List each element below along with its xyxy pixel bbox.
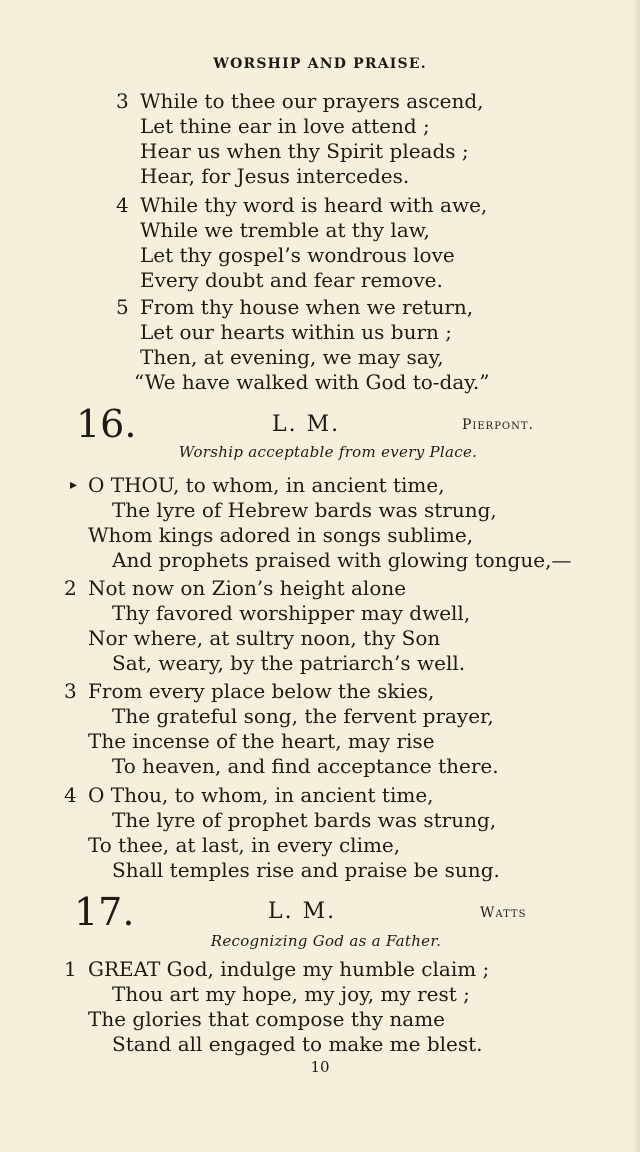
hymn-title: Recognizing God as a Father.	[210, 932, 442, 950]
verse-line: The lyre of prophet bards was strung,	[112, 808, 497, 832]
hymn-author: Watts	[480, 905, 527, 921]
verse-line: Whom kings adored in songs sublime,	[88, 523, 474, 547]
verse-line: And prophets praised with glowing tongue,—	[112, 548, 572, 572]
verse-line: From thy house when we return,	[140, 295, 474, 319]
verse-line: Stand all engaged to make me blest.	[112, 1032, 483, 1056]
verse-line: Then, at evening, we may say,	[140, 345, 444, 369]
page-edge-shadow	[632, 0, 640, 1152]
hymn-number: 17.	[74, 890, 135, 934]
stanza-number: 2	[64, 576, 77, 600]
verse-line: While to thee our prayers ascend,	[140, 89, 484, 113]
verse-line: O THOU, to whom, in ancient time,	[88, 473, 445, 497]
hymn-meter: L. M.	[272, 412, 341, 437]
verse-line: While thy word is heard with awe,	[140, 193, 488, 217]
verse-line: Let our hearts within us burn ;	[140, 320, 453, 344]
verse-line: Sat, weary, by the patriarch’s well.	[112, 651, 466, 675]
running-head: WORSHIP AND PRAISE.	[213, 56, 427, 72]
verse-line: Thou art my hope, my joy, my rest ;	[112, 982, 470, 1006]
verse-line: Hear us when thy Spirit pleads ;	[140, 139, 469, 163]
page-number: 10	[310, 1058, 330, 1076]
verse-line: GREAT God, indulge my humble claim ;	[88, 957, 490, 981]
hymn-author: Pierpont.	[462, 417, 534, 433]
hymn-title: Worship acceptable from every Place.	[178, 443, 478, 461]
verse-line: Shall temples rise and praise be sung.	[112, 858, 500, 882]
stanza-number: 1	[64, 957, 77, 981]
hymn-meter: L. M.	[268, 899, 337, 924]
verse-line: Not now on Zion’s height alone	[88, 576, 407, 600]
verse-line: “We have walked with God to-day.”	[134, 370, 490, 394]
verse-line: From every place below the skies,	[88, 679, 435, 703]
verse-line: To heaven, and find acceptance there.	[112, 754, 499, 778]
verse-line: To thee, at last, in every clime,	[88, 833, 401, 857]
stanza-number: 5	[116, 295, 129, 319]
stanza-number: 4	[116, 193, 129, 217]
verse-line: O Thou, to whom, in ancient time,	[88, 783, 434, 807]
verse-line: The incense of the heart, may rise	[88, 729, 435, 753]
hymn-number: 16.	[76, 402, 137, 446]
verse-line: Hear, for Jesus intercedes.	[140, 164, 410, 188]
stanza-number: 3	[116, 89, 129, 113]
verse-line: The grateful song, the fervent prayer,	[112, 704, 494, 728]
verse-line: While we tremble at thy law,	[140, 218, 430, 242]
verse-line: Thy favored worshipper may dwell,	[112, 601, 471, 625]
stanza-number: ▸	[70, 477, 78, 493]
verse-line: Nor where, at sultry noon, thy Son	[88, 626, 441, 650]
stanza-number: 3	[64, 679, 77, 703]
verse-line: Let thy gospel’s wondrous love	[140, 243, 455, 267]
verse-line: Every doubt and fear remove.	[140, 268, 443, 292]
verse-line: The lyre of Hebrew bards was strung,	[112, 498, 497, 522]
verse-line: Let thine ear in love attend ;	[140, 114, 430, 138]
verse-line: The glories that compose thy name	[88, 1007, 445, 1031]
stanza-number: 4	[64, 783, 77, 807]
